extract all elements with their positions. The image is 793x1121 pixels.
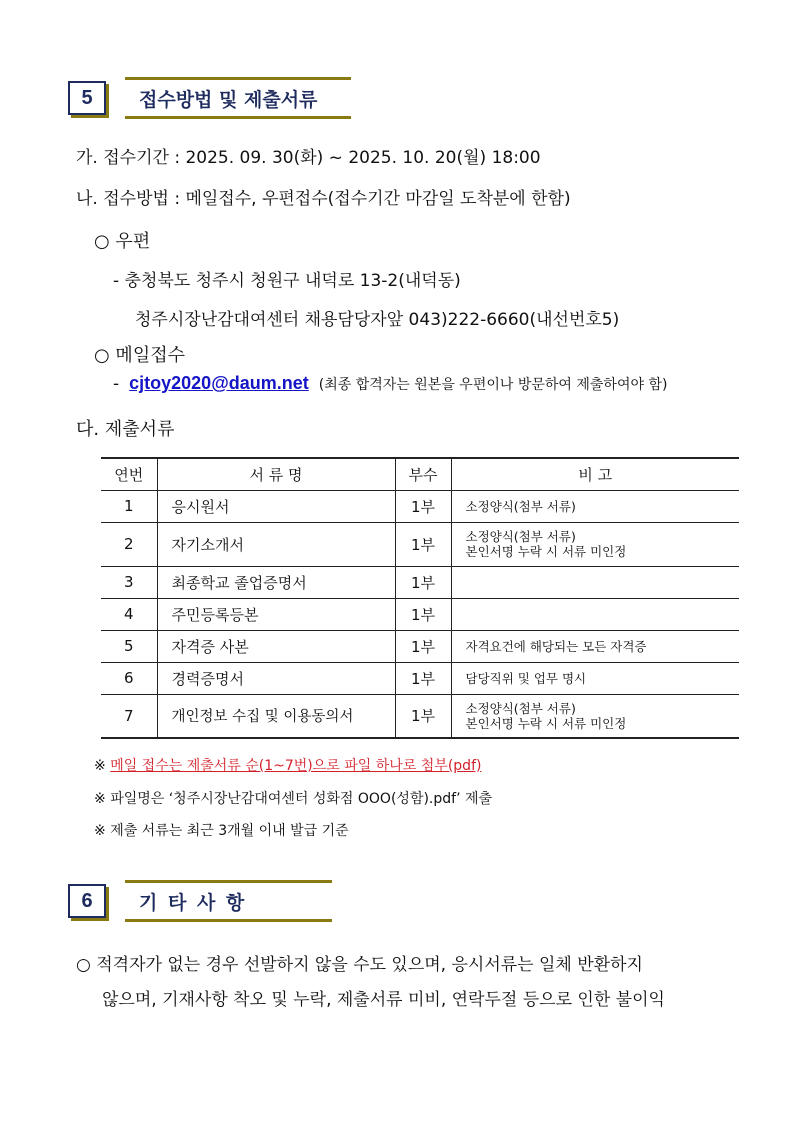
application-period: 가. 접수기간 : 2025. 09. 30(화) ~ 2025. 10. 20(월) 18:00 [76, 148, 541, 168]
section-number-5 [68, 81, 106, 115]
remark-line1: 소정양식(첨부 서류) [465, 700, 576, 716]
section-title-5 [125, 77, 351, 119]
section-title-6 [125, 880, 332, 922]
table-header-row [101, 458, 739, 490]
post-address-line2: 청주시장난감대여센터 채용담당자앞 043)222-6660(내선번호5) [135, 310, 620, 330]
header-count: 부수 [395, 458, 451, 490]
note-1 [94, 755, 481, 775]
row-count: 1부 [395, 522, 451, 566]
email-title: ○ 메일접수 [94, 345, 185, 366]
note-1-text: 메일 접수는 제출서류 순(1~7번)으로 파일 하나로 첨부(pdf) [110, 758, 482, 774]
row-no: 3 [101, 566, 157, 598]
row-remark [451, 630, 739, 662]
table-row [101, 566, 739, 598]
header-remark: 비 고 [451, 458, 739, 490]
row-remark [451, 522, 739, 566]
other-paragraph-line2: 않으며, 기재사항 착오 및 누락, 제출서류 미비, 연락두절 등으로 인한 불이익 [102, 990, 665, 1010]
note-3-text: 제출 서류는 최근 3개월 이내 발급 기준 [110, 823, 349, 839]
table-row [101, 694, 739, 738]
email-dash: - [113, 374, 120, 394]
section-title-text: 접수방법 및 제출서류 [139, 88, 318, 111]
row-name: 최종학교 졸업증명서 [157, 566, 395, 598]
email-link[interactable]: cjtoy2020@daum.net [129, 373, 309, 393]
other-paragraph-line1: ○ 적격자가 없는 경우 선발하지 않을 수도 있으며, 응시서류는 일체 반환하지 [76, 955, 643, 975]
note-2 [94, 788, 492, 808]
documents-table [101, 457, 739, 739]
header-no: 연번 [101, 458, 157, 490]
row-count: 1부 [395, 694, 451, 738]
note-mark: ※ [94, 758, 106, 774]
row-no: 1 [101, 490, 157, 522]
remark-line2: 본인서명 누락 시 서류 미인정 [465, 544, 627, 559]
row-no: 4 [101, 598, 157, 630]
remark-line1: 자격요건에 해당되는 모든 자격증 [465, 638, 647, 654]
remark-line2: 본인서명 누락 시 서류 미인정 [465, 715, 627, 731]
email-note: (최종 합격자는 원본을 우편이나 방문하여 제출하여야 함) [318, 377, 668, 393]
row-remark [451, 694, 739, 738]
row-name: 경력증명서 [157, 662, 395, 694]
row-count: 1부 [395, 598, 451, 630]
row-remark [451, 490, 739, 522]
row-name: 자격증 사본 [157, 630, 395, 662]
remark-line1: 담당직위 및 업무 명시 [465, 670, 587, 686]
row-no: 2 [101, 522, 157, 566]
row-count: 1부 [395, 662, 451, 694]
note-mark: ※ [94, 791, 106, 807]
row-no: 5 [101, 630, 157, 662]
row-no: 7 [101, 694, 157, 738]
documents-title: 다. 제출서류 [76, 419, 175, 440]
row-name: 응시원서 [157, 490, 395, 522]
row-count: 1부 [395, 630, 451, 662]
table-row [101, 662, 739, 694]
row-count: 1부 [395, 566, 451, 598]
note-3 [94, 820, 349, 840]
row-remark [451, 598, 739, 630]
row-no: 6 [101, 662, 157, 694]
post-title: ○ 우편 [94, 231, 151, 252]
row-name: 자기소개서 [157, 522, 395, 566]
table-row [101, 598, 739, 630]
email-line [113, 373, 667, 394]
remark-line1: 소정양식(첨부 서류) [465, 498, 576, 514]
section-number-text: 5 [81, 86, 93, 109]
row-name: 주민등록등본 [157, 598, 395, 630]
section-number-6 [68, 884, 106, 918]
table-row [101, 630, 739, 662]
row-count: 1부 [395, 490, 451, 522]
row-remark [451, 662, 739, 694]
section-number-text: 6 [81, 889, 93, 912]
table-row [101, 522, 739, 566]
remark-line1: 소정양식(첨부 서류) [465, 529, 576, 544]
row-name: 개인정보 수집 및 이용동의서 [157, 694, 395, 738]
note-mark: ※ [94, 823, 106, 839]
note-2-text: 파일명은 ‘청주시장난감대여센터 성화점 OOO(성함).pdf’ 제출 [110, 791, 493, 807]
header-name: 서 류 명 [157, 458, 395, 490]
row-remark [451, 566, 739, 598]
table-row [101, 490, 739, 522]
section-title-text: 기 타 사 항 [139, 891, 247, 914]
application-method: 나. 접수방법 : 메일접수, 우편접수(접수기간 마감일 도착분에 한함) [76, 189, 571, 209]
post-address-line1: - 충청북도 청주시 청원구 내덕로 13-2(내덕동) [113, 271, 461, 291]
